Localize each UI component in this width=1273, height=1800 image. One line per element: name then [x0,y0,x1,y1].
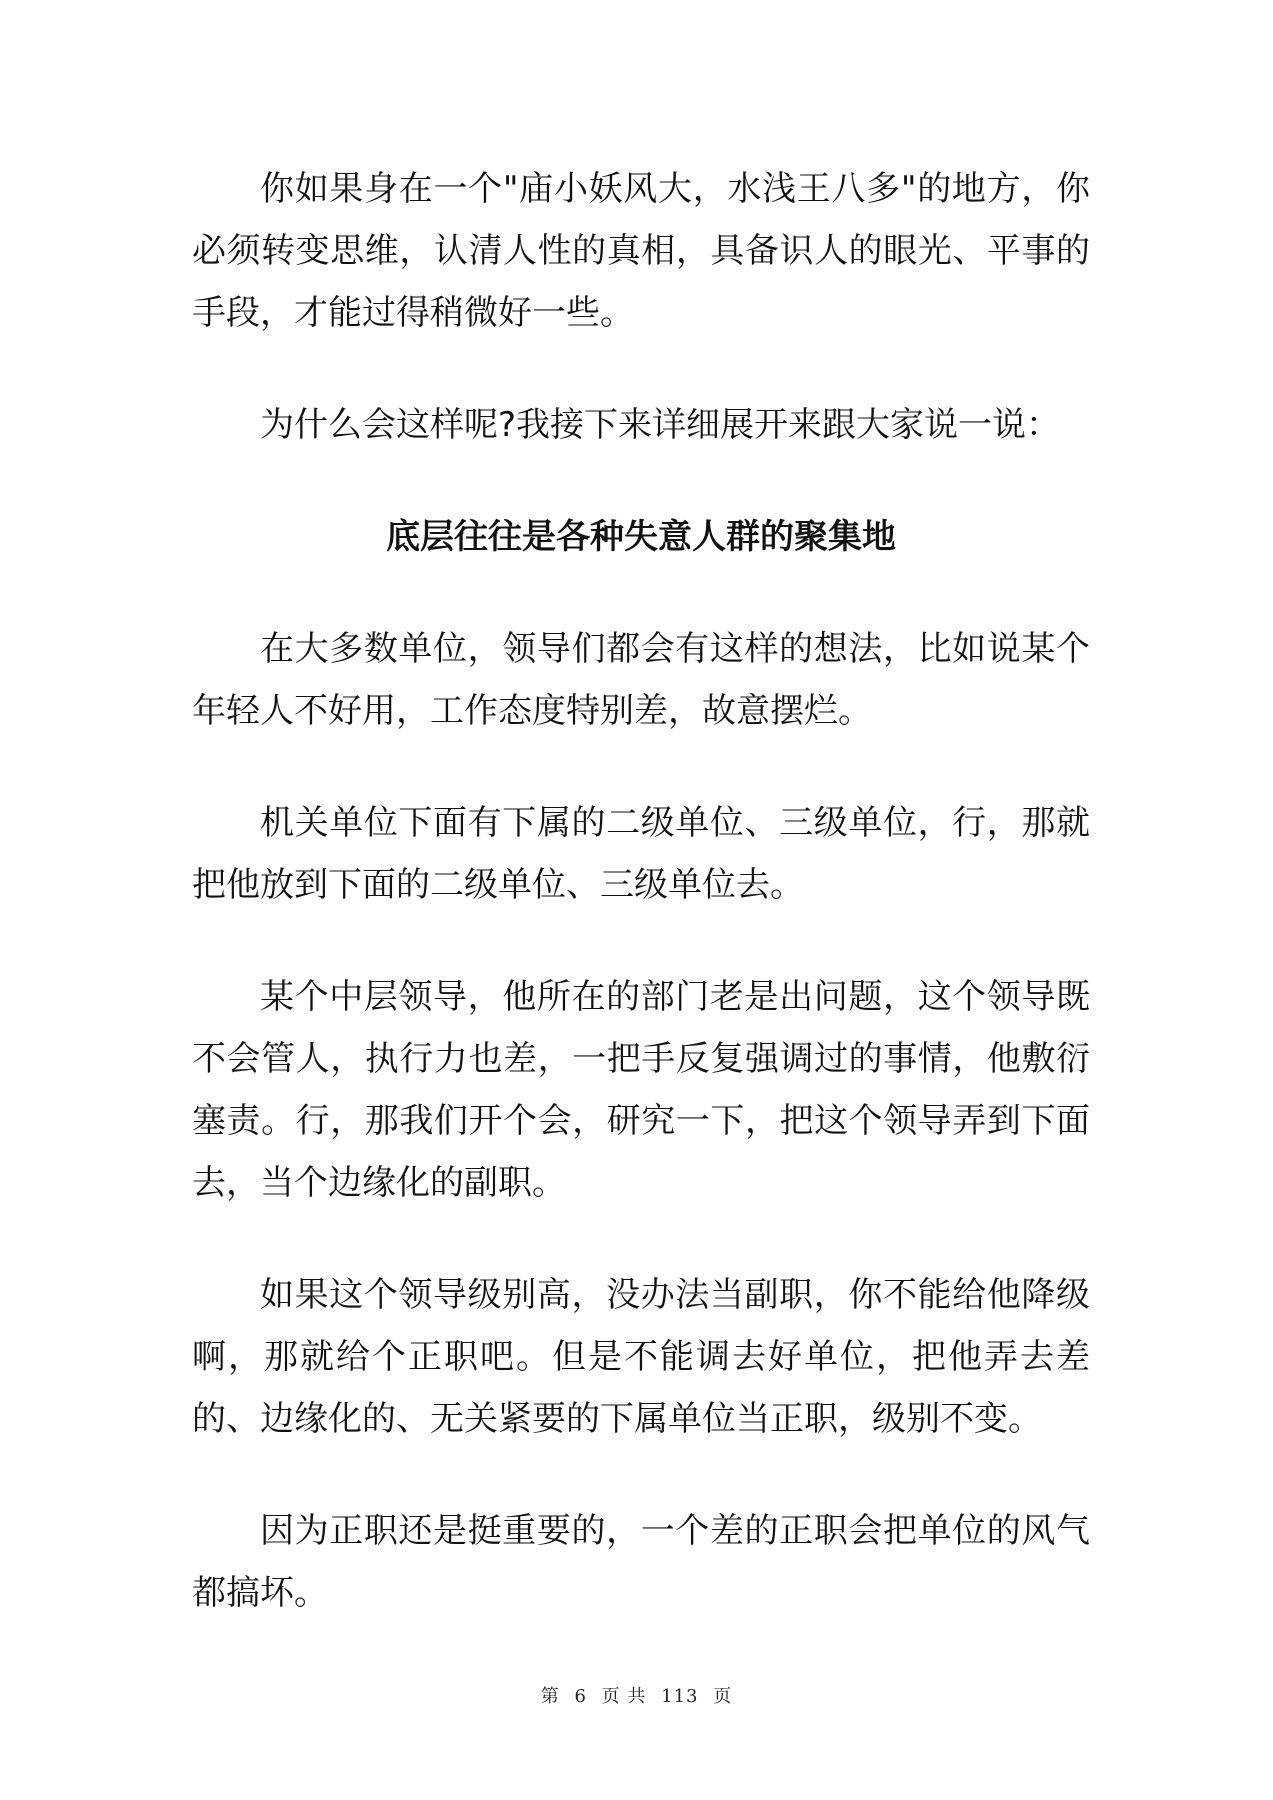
total-page-count: 113 [661,1686,699,1707]
footer-suffix: 页 [713,1686,733,1707]
current-page-number: 6 [574,1686,587,1707]
section-heading: 底层往往是各种失意人群的聚集地 [386,517,896,557]
paragraph: 为什么会这样呢?我接下来详细展开来跟大家说一说： [260,405,1061,445]
page-content [192,158,1090,1674]
page-footer [0,1682,1273,1708]
paragraph: 因为正职还是挺重要的，一个差的正职会把单位的风气都搞坏。 [192,1511,1090,1613]
paragraph: 某个中层领导，他所在的部门老是出问题，这个领导既不会管人，执行力也差，一把手反复强调过的事情，他敷衍塞责。行，那我们开个会，研究一下，把这个领导弄到下面去，当个边缘化的副职。 [192,977,1090,1203]
paragraph: 在大多数单位，领导们都会有这样的想法，比如说某个年轻人不好用，工作态度特别差，故意摆烂。 [192,629,1090,731]
paragraph: 机关单位下面有下属的二级单位、三级单位，行，那就把他放到下面的二级单位、三级单位去。 [192,803,1090,905]
footer-prefix: 第 [540,1686,560,1707]
paragraph: 如果这个领导级别高，没办法当副职，你不能给他降级啊，那就给个正职吧。但是不能调去好单位，把他弄去差的、边缘化的、无关紧要的下属单位当正职，级别不变。 [192,1275,1090,1439]
footer-middle: 页 共 [601,1686,647,1707]
paragraph: 你如果身在一个"庙小妖风大，水浅王八多"的地方，你必须转变思维，认清人性的真相，具备识人的眼光、平事的手段，才能过得稍微好一些。 [192,169,1090,333]
